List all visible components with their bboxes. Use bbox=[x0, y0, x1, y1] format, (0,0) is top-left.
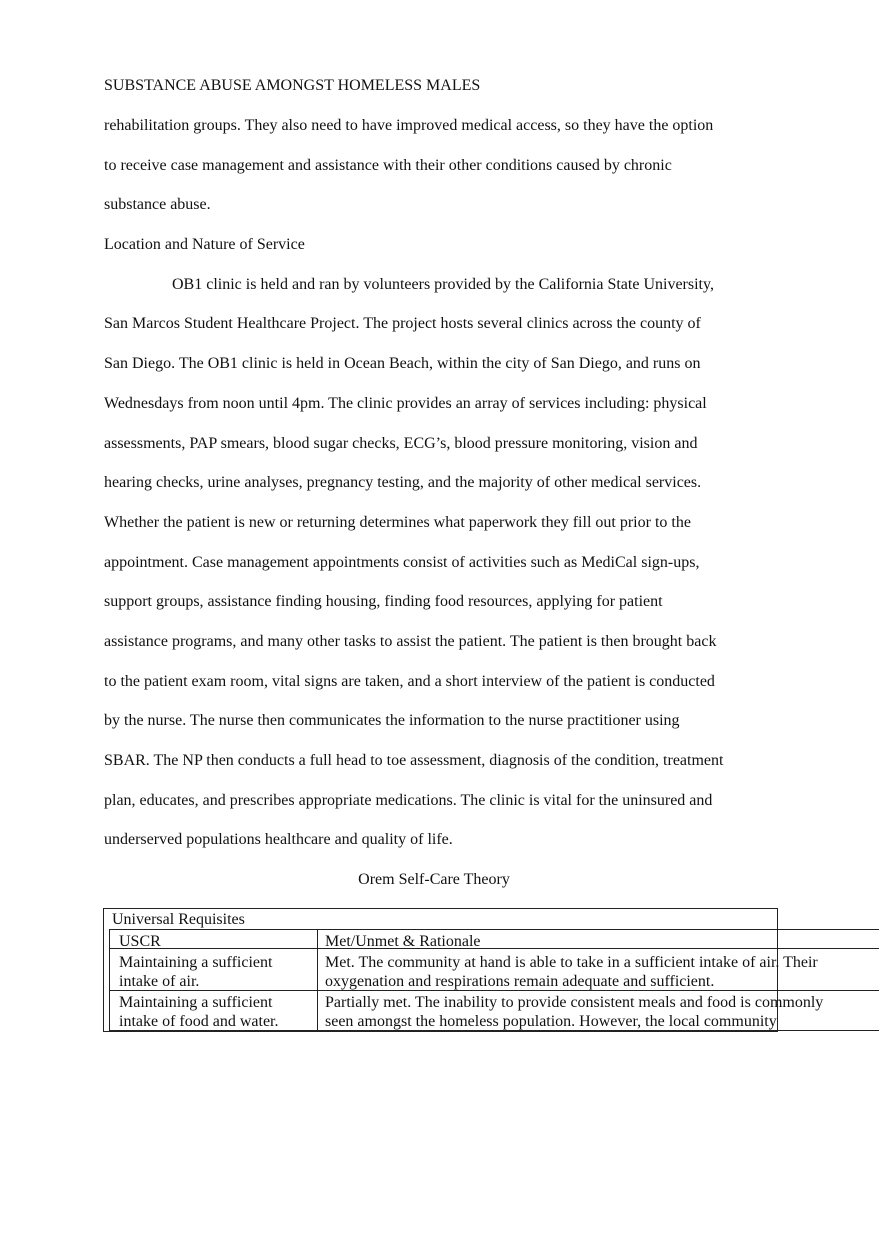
table-inner-left-border bbox=[109, 929, 110, 1031]
table-rule bbox=[109, 929, 879, 930]
paragraph-line: hearing checks, urine analyses, pregnancy testing, and the majority of other medical services. bbox=[104, 474, 702, 492]
table-title: Orem Self-Care Theory bbox=[358, 871, 510, 889]
table-col1-header: USCR bbox=[119, 933, 161, 950]
paragraph-line: OB1 clinic is held and ran by volunteers provided by the California State University, bbox=[172, 275, 714, 293]
paragraph-line: plan, educates, and prescribes appropriate medications. The clinic is vital for the uninsured and bbox=[104, 791, 713, 809]
paragraph-line: assistance programs, and many other tasks to assist the patient. The patient is then brought back bbox=[104, 632, 717, 650]
running-head: SUBSTANCE ABUSE AMONGST HOMELESS MALES bbox=[104, 77, 481, 94]
paragraph-line: to receive case management and assistance with their other conditions caused by chronic bbox=[104, 156, 672, 174]
body-text bbox=[104, 114, 784, 908]
orem-table bbox=[103, 908, 880, 1032]
table-cell: seen amongst the homeless population. However, the local community bbox=[325, 1013, 777, 1030]
table-cell: intake of food and water. bbox=[119, 1013, 279, 1030]
table-col2-header: Met/Unmet & Rationale bbox=[325, 933, 481, 950]
table-cell: Maintaining a sufficient bbox=[119, 954, 273, 971]
paragraph-line: rehabilitation groups. They also need to have improved medical access, so they have the option bbox=[104, 117, 714, 134]
paragraph-line: substance abuse. bbox=[104, 196, 211, 214]
paragraph-line: San Diego. The OB1 clinic is held in Ocean Beach, within the city of San Diego, and runs on bbox=[104, 355, 701, 373]
paragraph-line: Wednesdays from noon until 4pm. The clinic provides an array of services including: physical bbox=[104, 394, 707, 412]
paragraph-line: San Marcos Student Healthcare Project. The project hosts several clinics across the county of bbox=[104, 315, 701, 333]
table-cell: Partially met. The inability to provide consistent meals and food is commonly bbox=[325, 994, 824, 1011]
paragraph-line: appointment. Case management appointments consist of activities such as MediCal sign-ups, bbox=[104, 553, 700, 571]
paragraph-line: underserved populations healthcare and quality of life. bbox=[104, 831, 453, 849]
section-heading: Location and Nature of Service bbox=[104, 236, 305, 254]
paragraph-line: Whether the patient is new or returning determines what paperwork they fill out prior to the bbox=[104, 513, 691, 531]
paragraph-line: assessments, PAP smears, blood sugar checks, ECG’s, blood pressure monitoring, vision and bbox=[104, 434, 698, 452]
table-column-divider bbox=[317, 929, 318, 1031]
table-cell: Met. The community at hand is able to take in a sufficient intake of air. Their bbox=[325, 954, 818, 971]
paragraph-line: by the nurse. The nurse then communicates the information to the nurse practitioner using bbox=[104, 712, 680, 730]
table-cell: Maintaining a sufficient bbox=[119, 994, 273, 1011]
table-rule bbox=[109, 948, 879, 949]
table-group-header: Universal Requisites bbox=[112, 911, 245, 928]
table-cell: oxygenation and respirations remain adequate and sufficient. bbox=[325, 973, 715, 990]
table-cell: intake of air. bbox=[119, 973, 200, 990]
paragraph-line: SBAR. The NP then conducts a full head to toe assessment, diagnosis of the condition, treatment bbox=[104, 752, 724, 769]
paragraph-line: support groups, assistance finding housing, finding food resources, applying for patient bbox=[104, 593, 663, 611]
paragraph-line: to the patient exam room, vital signs are taken, and a short interview of the patient is conducted bbox=[104, 672, 715, 690]
